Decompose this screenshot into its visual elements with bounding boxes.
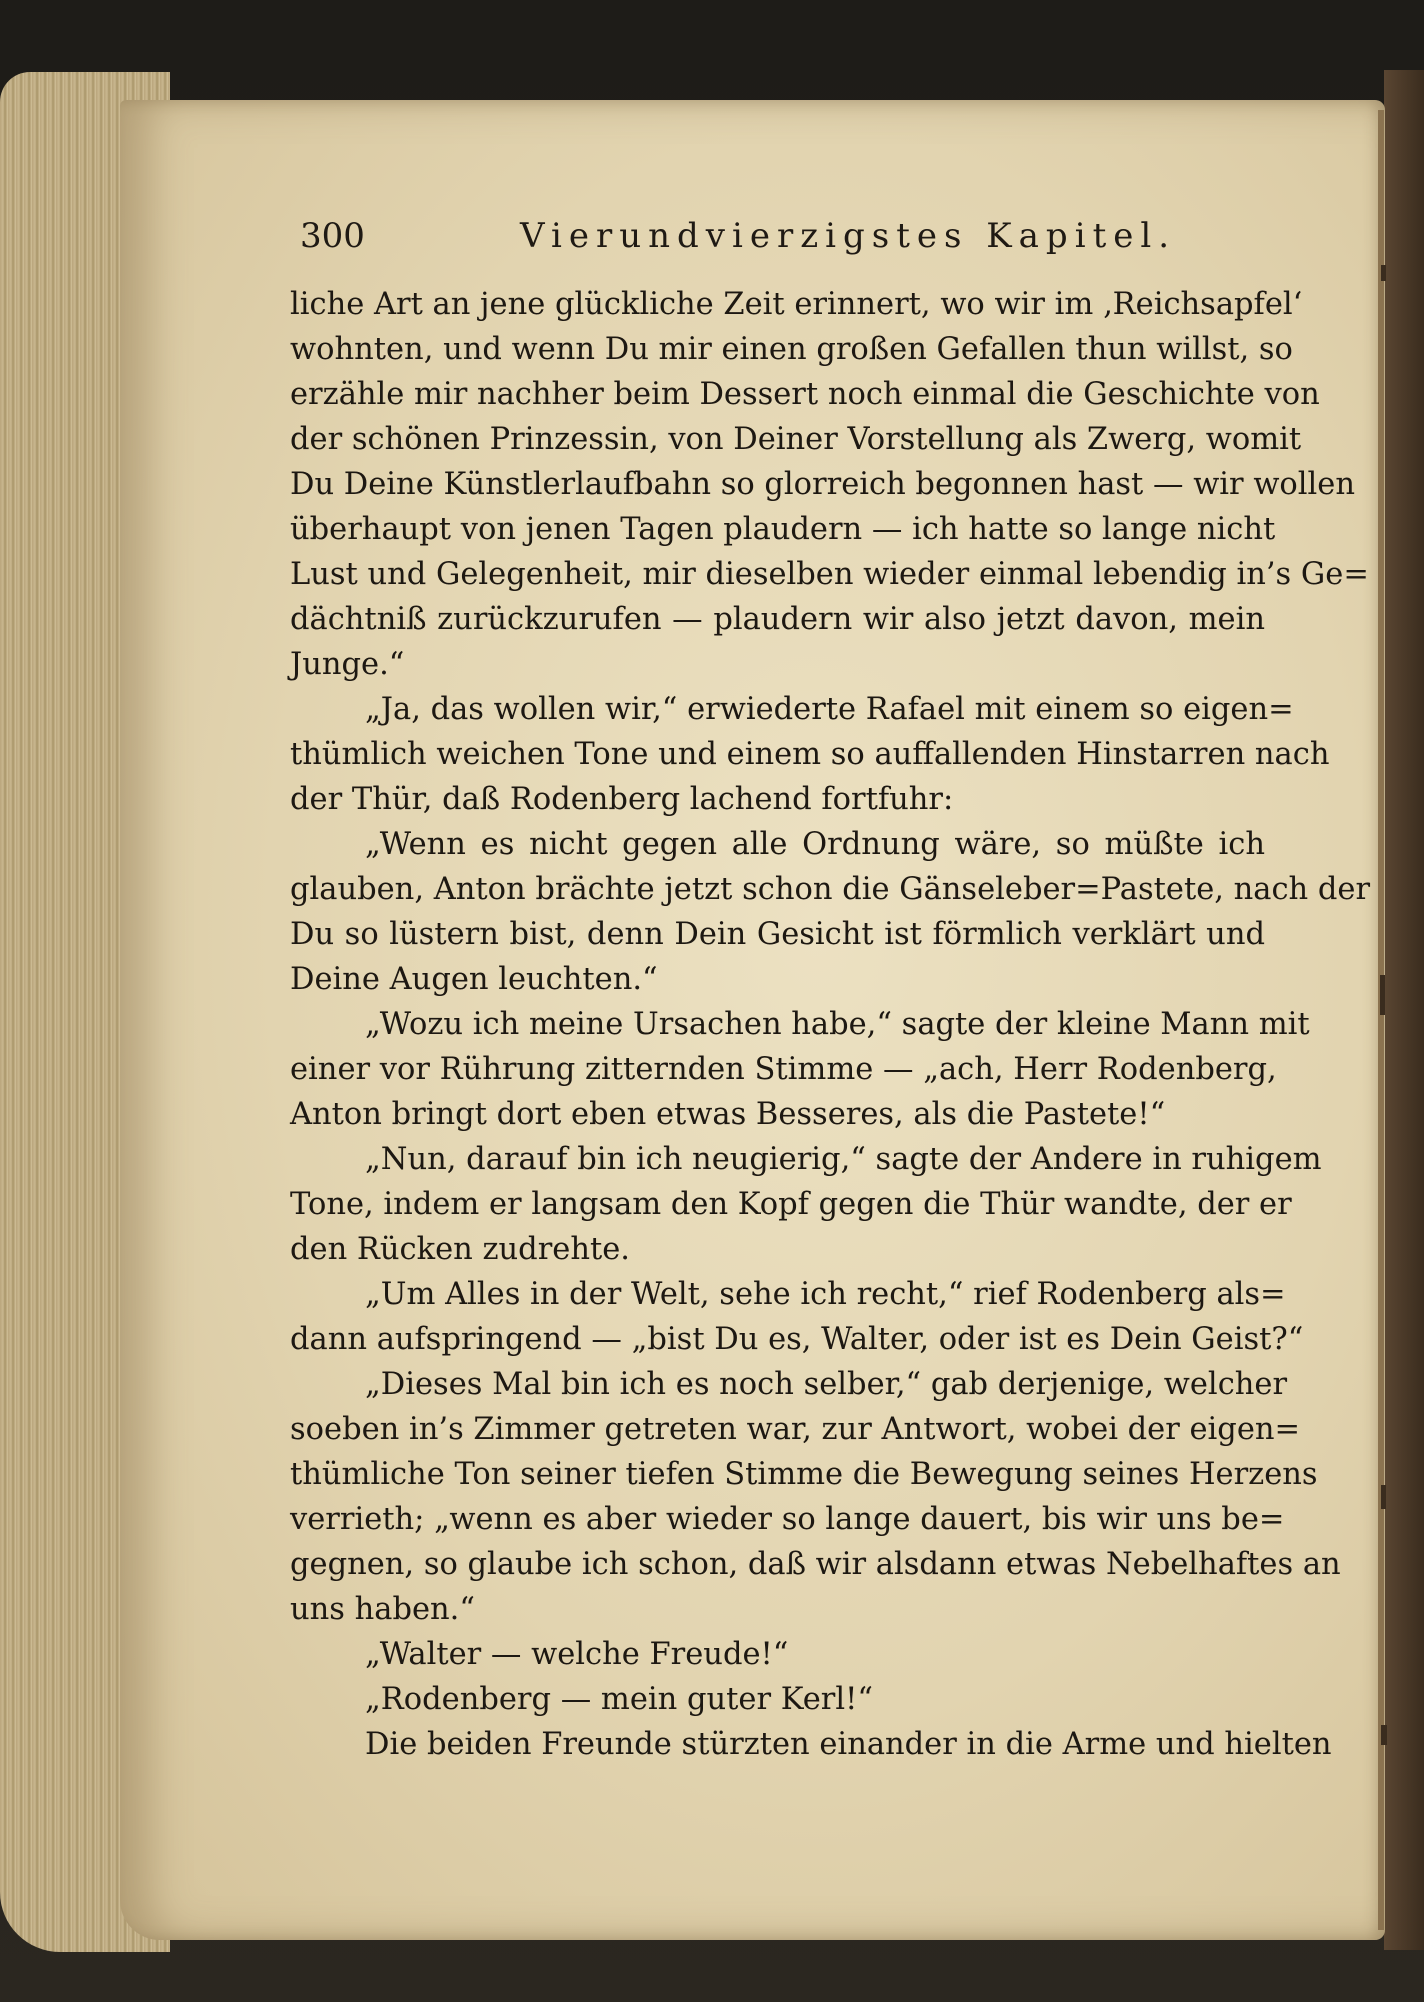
text-line: „Wenn es nicht gegen alle Ordnung wäre, so müßte ich bbox=[365, 827, 1265, 862]
text-line: „Dieses Mal bin ich es noch selber,“ gab derjenige, welcher bbox=[365, 1367, 1288, 1402]
binding-mark bbox=[1381, 265, 1386, 281]
text-line: Du so lüstern bist, denn Dein Gesicht ist förmlich verklärt und bbox=[290, 917, 1265, 952]
text-line: verrieth; „wenn es aber wieder so lange dauert, bis wir uns be= bbox=[290, 1502, 1285, 1537]
text-line: „Ja, das wollen wir,“ erwiederte Rafael mit einem so eigen= bbox=[365, 692, 1294, 727]
text-line: „Wozu ich meine Ursachen habe,“ sagte der kleine Mann mit bbox=[365, 1007, 1310, 1042]
text-line: soeben in’s Zimmer getreten war, zur Antwort, wobei der eigen= bbox=[290, 1412, 1301, 1447]
text-line: Du Deine Künstlerlaufbahn so glorreich begonnen hast — wir wollen bbox=[290, 467, 1355, 502]
text-line: einer vor Rührung zitternden Stimme — „ach, Herr Rodenberg, bbox=[290, 1052, 1277, 1087]
text-line: Tone, indem er langsam den Kopf gegen die Thür wandte, der er bbox=[290, 1187, 1292, 1222]
binding-mark bbox=[1381, 1725, 1387, 1745]
text-line: Deine Augen leuchten.“ bbox=[290, 962, 658, 997]
page-number: 300 bbox=[300, 216, 365, 256]
text-line: Anton bringt dort eben etwas Besseres, als die Pastete!“ bbox=[290, 1097, 1166, 1132]
text-line: gegnen, so glaube ich schon, daß wir alsdann etwas Nebelhaftes an bbox=[290, 1547, 1341, 1582]
text-line: dann aufspringend — „bist Du es, Walter, oder ist es Dein Geist?“ bbox=[290, 1322, 1304, 1357]
text-line: „Walter — welche Freude!“ bbox=[365, 1637, 789, 1672]
text-line: „Um Alles in der Welt, sehe ich recht,“ rief Rodenberg als= bbox=[365, 1277, 1286, 1312]
text-line: den Rücken zudrehte. bbox=[290, 1232, 630, 1267]
page-header bbox=[300, 208, 1310, 264]
running-title: Vierundvierzigstes Kapitel. bbox=[520, 216, 1177, 256]
text-line: der Thür, daß Rodenberg lachend fortfuhr: bbox=[290, 782, 954, 817]
text-line: „Nun, darauf bin ich neugierig,“ sagte der Andere in ruhigem bbox=[365, 1142, 1322, 1177]
text-line: liche Art an jene glückliche Zeit erinnert, wo wir im ‚Reichsapfel‘ bbox=[290, 287, 1303, 322]
page-gutter-edge bbox=[1378, 110, 1384, 1930]
binding-mark bbox=[1381, 1485, 1386, 1509]
book-cover-edge bbox=[1384, 70, 1424, 1950]
text-line: glauben, Anton brächte jetzt schon die Gänseleber=Pastete, nach der bbox=[290, 872, 1371, 907]
text-line: überhaupt von jenen Tagen plaudern — ich hatte so lange nicht bbox=[290, 512, 1276, 547]
text-line: „Rodenberg — mein guter Kerl!“ bbox=[365, 1682, 873, 1717]
text-line: dächtniß zurückzurufen — plaudern wir also jetzt davon, mein bbox=[290, 602, 1265, 637]
text-line: erzähle mir nachher beim Dessert noch einmal die Geschichte von bbox=[290, 377, 1320, 412]
text-line: wohnten, und wenn Du mir einen großen Gefallen thun willst, so bbox=[290, 332, 1293, 367]
text-line: uns haben.“ bbox=[290, 1592, 475, 1627]
text-line: Lust und Gelegenheit, mir dieselben wieder einmal lebendig in’s Ge= bbox=[290, 557, 1369, 592]
text-line: Junge.“ bbox=[290, 647, 405, 682]
body-text bbox=[290, 282, 1371, 1767]
text-line: der schönen Prinzessin, von Deiner Vorstellung als Zwerg, womit bbox=[290, 422, 1302, 457]
text-line: Die beiden Freunde stürzten einander in die Arme und hielten bbox=[365, 1727, 1332, 1762]
text-line: thümliche Ton seiner tiefen Stimme die Bewegung seines Herzens bbox=[290, 1457, 1318, 1492]
text-line: thümlich weichen Tone und einem so auffallenden Hinstarren nach bbox=[290, 737, 1330, 772]
binding-mark bbox=[1380, 975, 1385, 1015]
